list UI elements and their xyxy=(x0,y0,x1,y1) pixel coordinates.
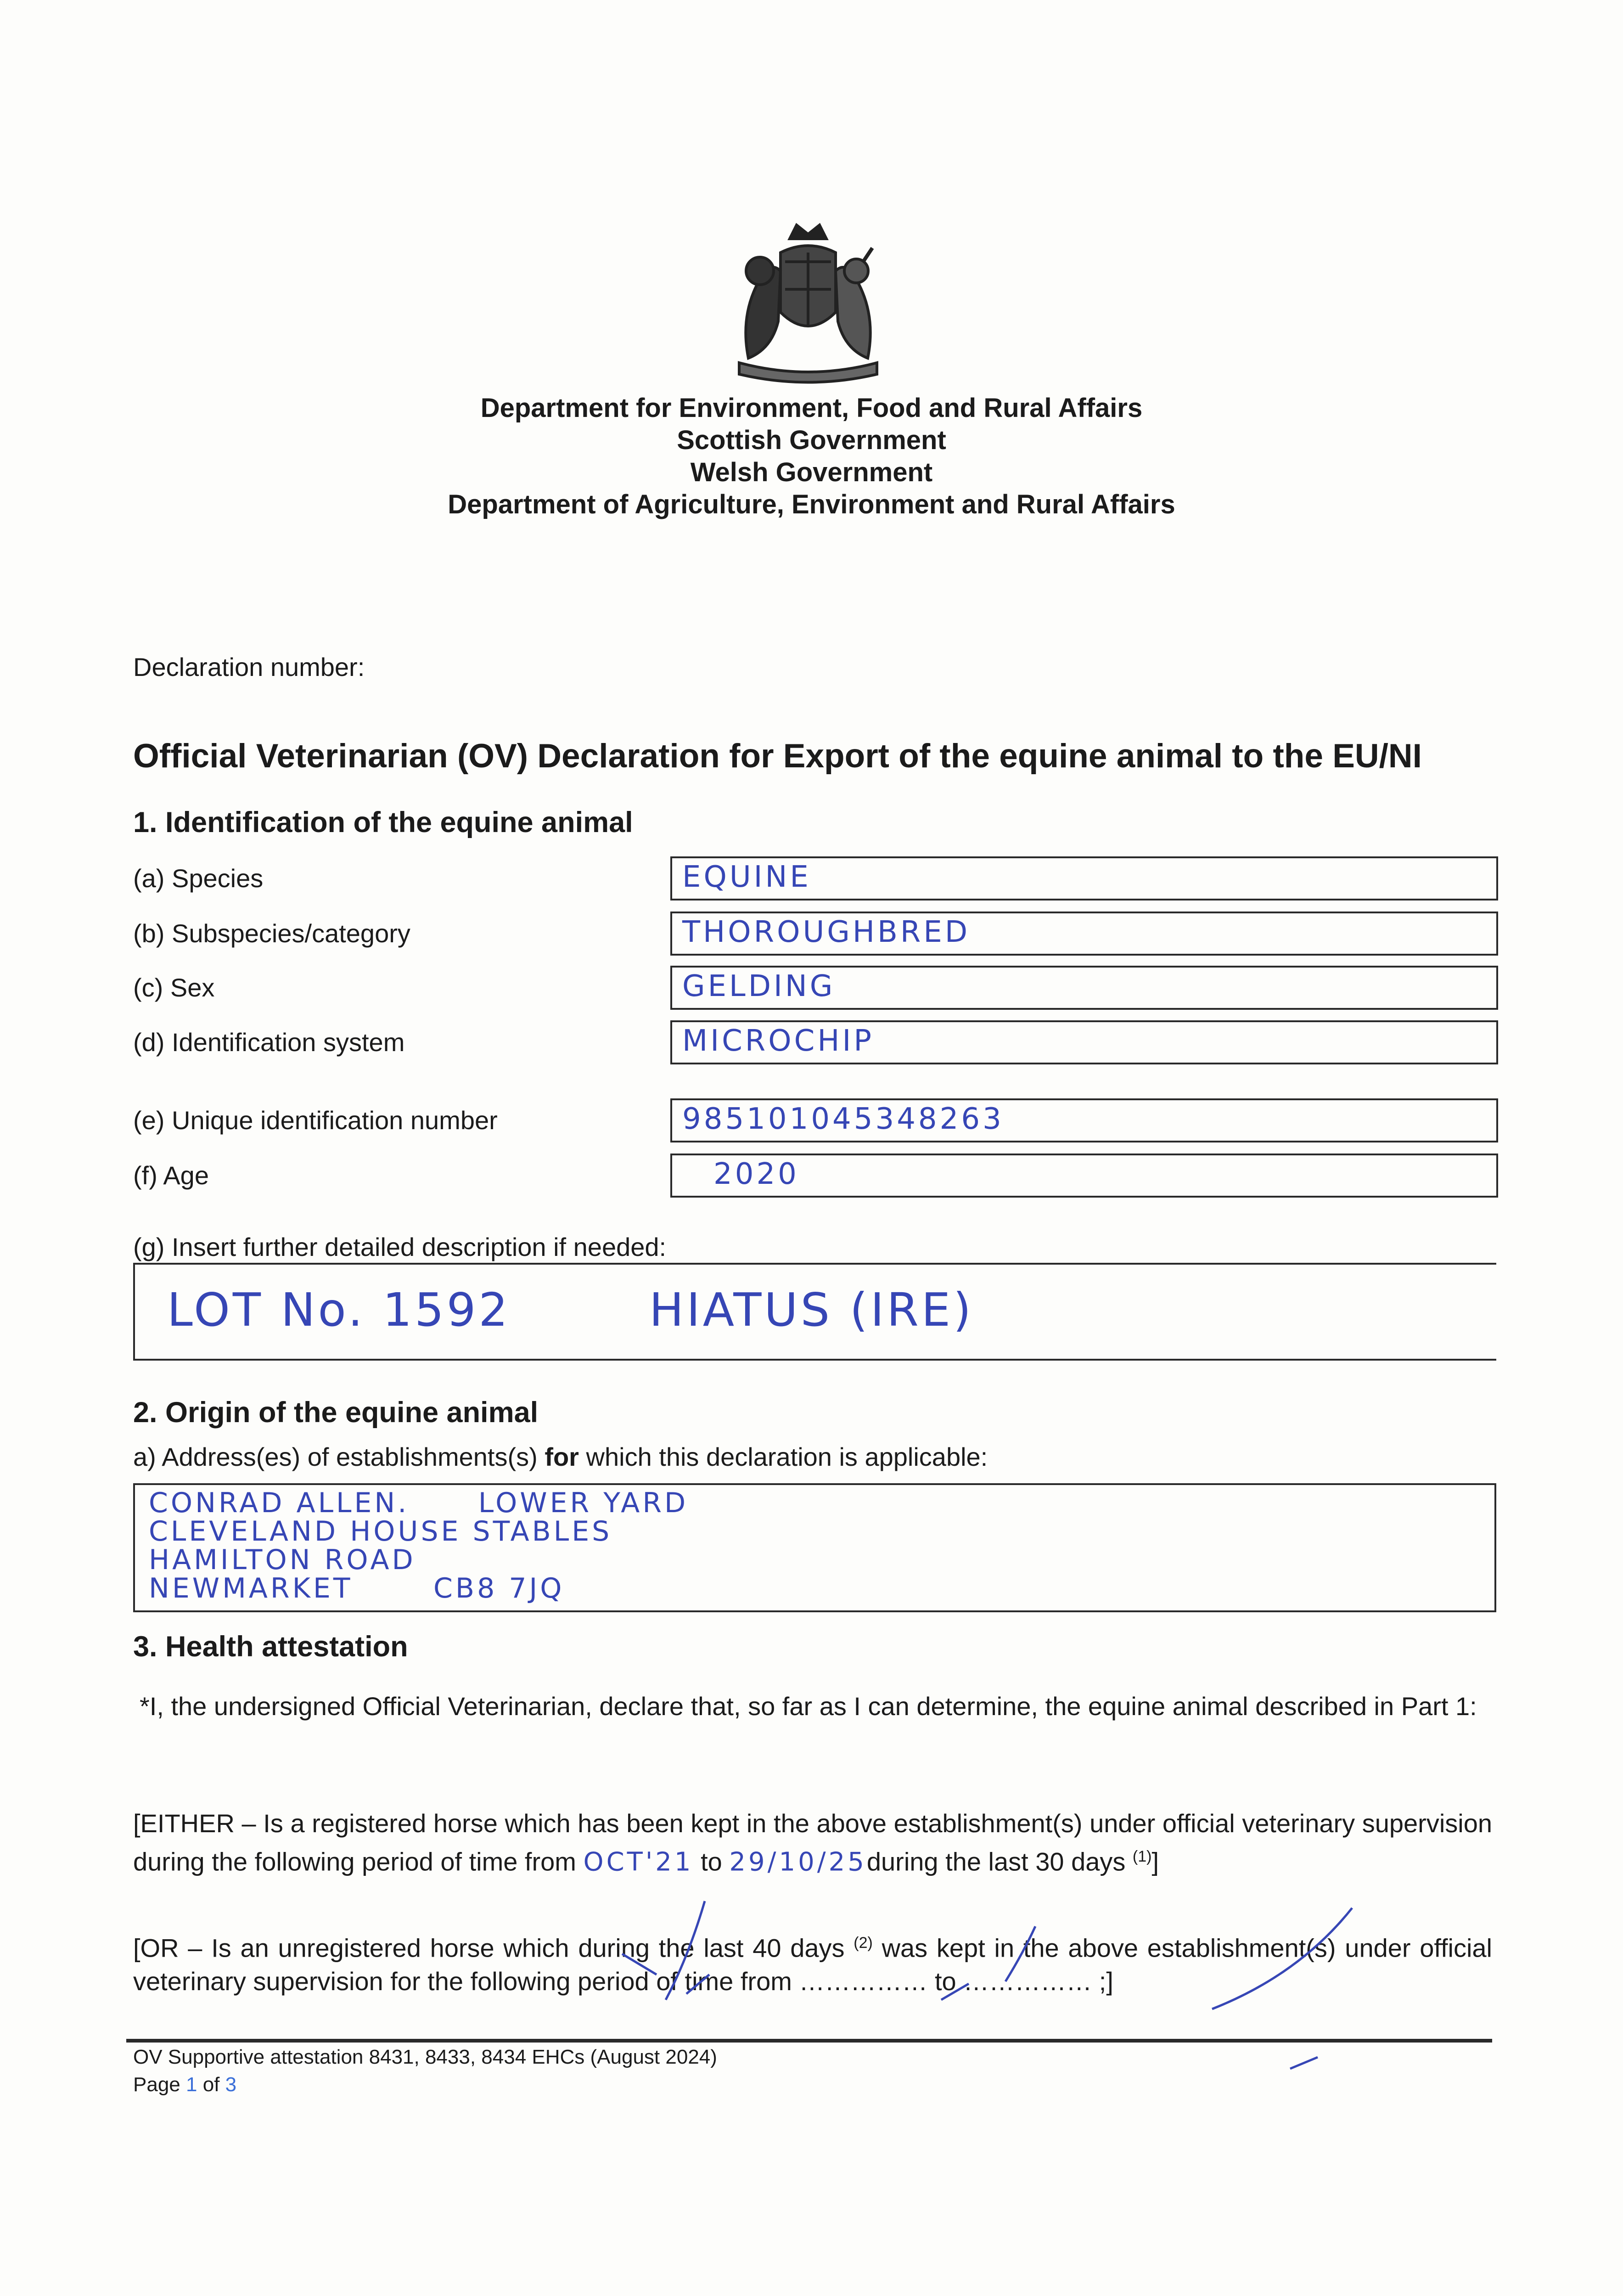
subspecies-label: (b) Subspecies/category xyxy=(133,919,410,948)
department-daera: Department of Agriculture, Environment and Rural Affairs xyxy=(448,490,1175,519)
declaration-number-label: Declaration number: xyxy=(133,653,365,681)
species-label: (a) Species xyxy=(133,864,264,893)
department-defra: Department for Environment, Food and Rural Affairs xyxy=(480,393,1143,423)
department-scottish: Scottish Government xyxy=(677,425,946,455)
footer-rule xyxy=(126,2039,1492,2043)
age-value: 2020 xyxy=(713,1157,799,1191)
address-line-2: CLEVELAND HOUSE STABLES xyxy=(149,1515,612,1548)
page-number: Page 1 of 3 xyxy=(133,2073,237,2096)
subspecies-value: THOROUGHBRED xyxy=(682,915,971,949)
address-label: a) Address(es) of establishments(s) for which this declaration is applicable: xyxy=(133,1442,988,1471)
either-clause: [EITHER – Is a registered horse which has been kept in the above establishment(s) under official veterinary supervision during the following period of time from OCT'21 to 29/10/25during the last 30 days $^{(1)}$] xyxy=(133,1809,1492,1877)
description-horse-name: HIATUS (IRE) xyxy=(649,1283,974,1337)
address-line-3: HAMILTON ROAD xyxy=(149,1544,416,1576)
id-system-label: (d) Identification system xyxy=(133,1028,405,1057)
attestation-intro: *I, the undersigned Official Veterinarian, declare that, so far as I can determine, the equine animal described in Part 1: xyxy=(140,1692,1477,1721)
species-value: EQUINE xyxy=(682,860,811,894)
uid-value: 985101045348263 xyxy=(682,1102,1004,1136)
department-welsh: Welsh Government xyxy=(690,457,933,487)
uid-label: (e) Unique identification number xyxy=(133,1106,498,1135)
section2-heading: 2. Origin of the equine animal xyxy=(133,1396,539,1429)
address-line-4: NEWMARKET CB8 7JQ xyxy=(149,1572,565,1604)
section1-heading: 1. Identification of the equine animal xyxy=(133,806,633,838)
or-clause: [OR – Is an unregistered horse which during the last 40 days $^{(2)}$ was kept in the above establishment(s) under official veterinary supervision for the following period of time from …………… to …………… ;] xyxy=(133,1933,1492,1996)
id-system-value: MICROCHIP xyxy=(682,1024,874,1058)
address-line-1: CONRAD ALLEN. LOWER YARD xyxy=(149,1487,689,1519)
description-label: (g) Insert further detailed description if needed: xyxy=(133,1232,667,1261)
sex-label: (c) Sex xyxy=(133,973,215,1002)
either-to-date: 29/10/25 xyxy=(729,1847,867,1877)
footer-reference: OV Supportive attestation 8431, 8433, 8434 EHCs (August 2024) xyxy=(133,2046,717,2068)
either-from-date: OCT'21 xyxy=(583,1847,694,1877)
sex-value: GELDING xyxy=(682,969,836,1003)
description-lot: LOT No. 1592 xyxy=(167,1283,511,1337)
section3-heading: 3. Health attestation xyxy=(133,1631,408,1663)
age-label: (f) Age xyxy=(133,1161,209,1190)
page-title: Official Veterinarian (OV) Declaration for Export of the equine animal to the EU/NI xyxy=(133,737,1422,775)
